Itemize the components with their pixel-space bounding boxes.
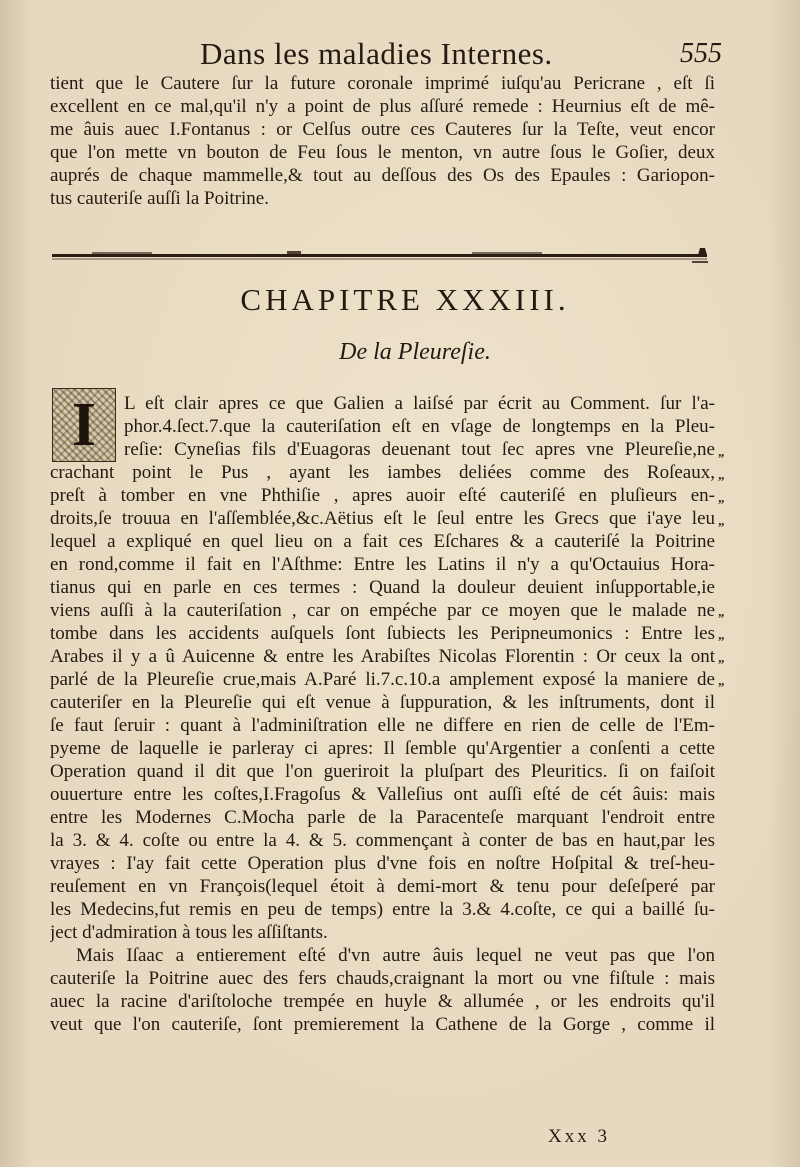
text-line: me âuis auec I.Fontanus : or Celſus outre ces Cauteres ſur la Teſte, veut encor xyxy=(50,119,715,140)
text-line: ſe faut ſeruir : quant à l'adminiſtration elle ne differe en rien de celle de l'Em- xyxy=(50,715,715,736)
text-line: vrayes : I'ay fait cette Operation plus d'vne fois en noſtre Hoſpital & treſ-heu- xyxy=(50,853,715,874)
body-paragraph xyxy=(50,461,715,1036)
text-line: tient que le Cautere ſur la future coronale imprimé iuſqu'au Pericrane , eſt ſi xyxy=(50,73,715,94)
section-heading: De la Pleureſie. xyxy=(339,339,491,365)
text-line: que l'on mette vn bouton de Feu ſous le menton, vn autre ſous le Goſier, deux xyxy=(50,142,715,163)
text-line: entre les Modernes C.Mocha parle de la Paracenteſe marquant l'endroit entre xyxy=(50,807,715,828)
text-line: Arabes il y a û Auicenne & entre les Arabiſtes Nicolas Florentin : Or ceux la ont xyxy=(50,646,715,667)
text-line: tianus qui en parle en ces termes : Quand la douleur deuient inſupportable,ie xyxy=(50,577,715,598)
quote-mark: „ xyxy=(718,627,725,642)
quote-mark: „ xyxy=(718,513,725,528)
text-line: preſt à tomber en vne Phthiſie , apres auoir eſté cauteriſé en pluſieurs en- xyxy=(50,485,715,506)
text-line: phor.4.ſect.7.que la cauteriſation eſt en vſage de longtemps en la Pleu- xyxy=(124,416,715,437)
ornamental-rule xyxy=(52,246,712,266)
text-line: Operation quand il dit que l'on gueriroit la pluſpart des Pleuritics. ſi on faiſoit xyxy=(50,761,715,782)
text-line: tus cauteriſe auſſi la Poitrine. xyxy=(50,188,269,209)
opening-lines xyxy=(124,392,715,461)
chapter-heading: CHAPITRE XXXIII. xyxy=(240,282,570,317)
text-line: pyeme de laquelle ie parleray ci apres: Il ſemble qu'Argentier a conſenti a cette xyxy=(50,738,715,759)
text-line: auec la racine d'ariſtoloche trempée en huyle & allumée , or les endroits qu'il xyxy=(50,991,715,1012)
text-line: crachant point le Pus , ayant les iambes deliées comme des Roſeaux, xyxy=(50,462,715,483)
text-line: droits,ſe trouua en l'aſſemblée,&c.Aëtius eſt le ſeul entre les Grecs que i'aye leu xyxy=(50,508,715,529)
quote-mark: „ xyxy=(718,604,725,619)
text-line: en rond,comme il fait en l'Aſthme: Entre les Latins il n'y a qu'Octauius Hora- xyxy=(50,554,715,575)
text-line: reuſement en vn François(lequel étoit à demi-mort & tenu pour deſeſperé par xyxy=(50,876,715,897)
running-title: Dans les maladies Internes. xyxy=(200,36,553,71)
text-line: Mais Iſaac a entierement eſté d'vn autre âuis lequel ne veut pas que l'on xyxy=(76,945,715,966)
text-line: ouuerture entre les coſtes,I.Fragoſus & Valleſius ont auſſi eſté de cét âuis: mais xyxy=(50,784,715,805)
text-line: cauteriſer en la Pleureſie qui eſt venue à ſuppuration, & les inſtruments, dont il xyxy=(50,692,715,713)
text-line: ject d'admiration à tous les aſſiſtants. xyxy=(50,922,328,943)
quote-mark: „ xyxy=(718,650,725,665)
quote-mark: „ xyxy=(718,490,725,505)
text-line: reſie: Cyneſias fils d'Euagoras deuenant tout ſec apres vne Pleureſie,ne xyxy=(124,439,715,460)
text-line: viens auſſi à la cauteriſation , car on empéche par ce moyen que le malade ne xyxy=(50,600,715,621)
intro-paragraph xyxy=(50,72,715,210)
text-line: cauteriſe la Poitrine auec des fers chauds,craignant la mort ou vne fiſtule : mais xyxy=(50,968,715,989)
text-line: auprés de chaque mammelle,& tout au deſſous des Os des Epaules : Gariopon- xyxy=(50,165,715,186)
quote-mark: „ xyxy=(718,444,725,459)
quote-mark: „ xyxy=(718,467,725,482)
text-line: la 3. & 4. coſte ou entre la 4. & 5. commençant à conter de bas en haut,par les xyxy=(50,830,715,851)
text-line: veut que l'on cauteriſe, ſont premierement la Cathene de la Gorge , comme il xyxy=(50,1014,715,1035)
drop-cap-initial xyxy=(52,388,116,462)
text-line: les Medecins,fut remis en peu de temps) entre la 3.& 4.coſte, ce qui a baillé ſu- xyxy=(50,899,715,920)
signature-mark: Xxx 3 xyxy=(548,1126,610,1147)
text-line: L eſt clair apres ce que Galien a laiſsé par écrit au Comment. ſur l'a- xyxy=(124,393,715,414)
text-line: lequel a expliqué en quel lieu on a fait ces Eſchares & a cauteriſé la Poitrine xyxy=(50,531,715,552)
text-line: parlé de la Pleureſie crue,mais A.Paré li.7.c.10.a amplement exposé la maniere de xyxy=(50,669,715,690)
text-line: excellent en ce mal,qu'il n'y a point de plus aſſuré remede : Heurnius eſt de mê- xyxy=(50,96,715,117)
quote-mark: „ xyxy=(718,673,725,688)
text-line: tombe dans les accidents auſquels ſont ſubiects les Peripneumonics : Entre les xyxy=(50,623,715,644)
drop-cap-letter: I xyxy=(71,391,97,459)
page-number: 555 xyxy=(680,38,722,69)
